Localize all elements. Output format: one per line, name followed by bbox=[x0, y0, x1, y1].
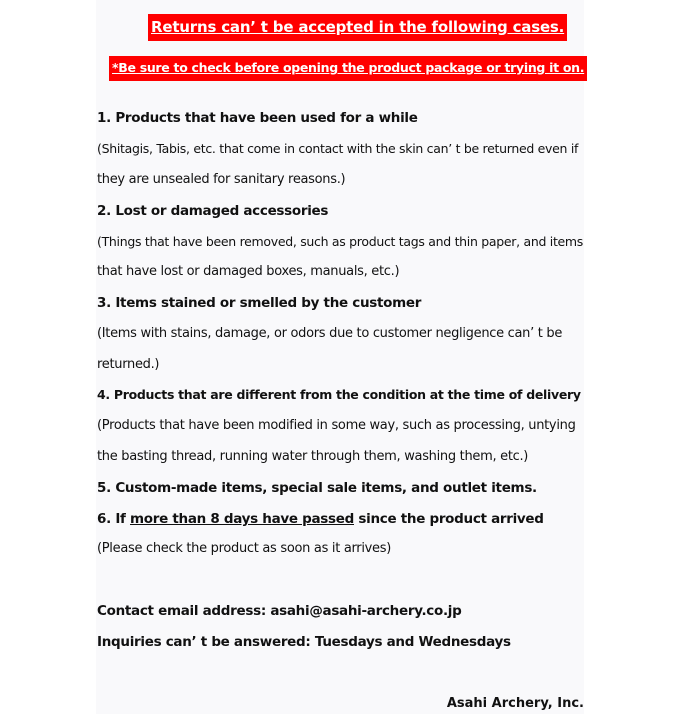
item-2-detail-line-1: (Things that have been removed, such as product tags and thin paper, and items bbox=[97, 234, 584, 249]
returns-policy-notice bbox=[96, 0, 584, 714]
item-6-heading bbox=[97, 511, 544, 527]
item-3-detail-line-1: (Items with stains, damage, or odors due to customer negligence can’ t be bbox=[97, 326, 563, 341]
item-3-detail-line-2: returned.) bbox=[97, 357, 160, 372]
item-4-detail-line-2: the basting thread, running water through them, washing them, etc.) bbox=[97, 449, 529, 464]
item-1-detail-line-1: (Shitagis, Tabis, etc. that come in contact with the skin can’ t be returned even if bbox=[97, 141, 579, 156]
check-before-opening-banner: *Be sure to check before opening the product package or trying it on. bbox=[109, 56, 587, 81]
contact-email: Contact email address: asahi@asahi-archery.co.jp bbox=[97, 603, 462, 619]
item-4-heading: 4. Products that are different from the condition at the time of delivery bbox=[97, 387, 581, 402]
company-name: Asahi Archery, Inc. bbox=[446, 696, 584, 711]
item-3-heading: 3. Items stained or smelled by the customer bbox=[97, 295, 422, 311]
item-2-detail-line-2: that have lost or damaged boxes, manuals, etc.) bbox=[97, 264, 400, 279]
returns-title-banner: Returns can’ t be accepted in the following cases. bbox=[148, 14, 567, 41]
item-2-heading: 2. Lost or damaged accessories bbox=[97, 203, 329, 219]
item-1-detail-line-2: they are unsealed for sanitary reasons.) bbox=[97, 172, 346, 187]
inquiry-closed-days: Inquiries can’ t be answered: Tuesdays and Wednesdays bbox=[97, 634, 511, 650]
item-6-heading-suffix: since the product arrived bbox=[354, 511, 544, 527]
item-4-detail-line-1: (Products that have been modified in some way, such as processing, untying bbox=[97, 418, 576, 433]
item-6-deadline-underlined: more than 8 days have passed bbox=[130, 511, 354, 527]
item-5-heading: 5. Custom-made items, special sale items, and outlet items. bbox=[97, 480, 537, 496]
item-6-heading-prefix: 6. If bbox=[97, 511, 131, 527]
item-6-detail-line-1: (Please check the product as soon as it arrives) bbox=[97, 541, 391, 556]
item-1-heading: 1. Products that have been used for a while bbox=[97, 110, 418, 126]
